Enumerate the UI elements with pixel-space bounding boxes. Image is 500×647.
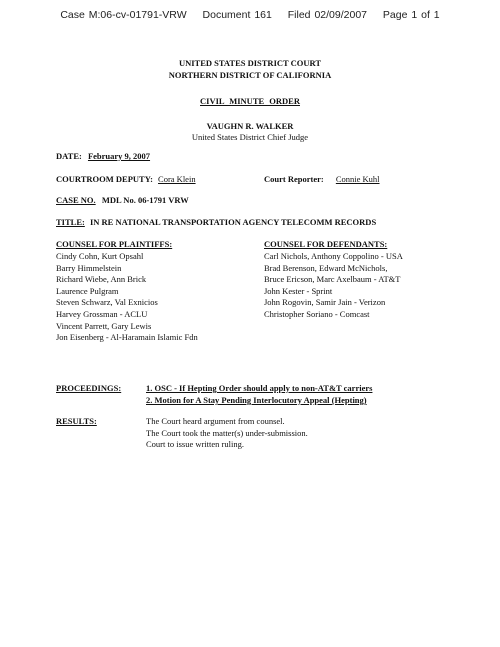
courtroom-deputy-label: COURTROOM DEPUTY: [56,174,153,184]
list-item: Cindy Cohn, Kurt Opsahl [56,251,144,261]
list-item: John Rogovin, Samir Jain - Verizon [264,297,386,308]
counsel-plaintiffs-list [56,251,198,344]
court-name-line1: UNITED STATES DISTRICT COURT [178,58,322,68]
proceedings-item-1: 1. OSC - If Hepting Order should apply to non-AT&T carriers [146,383,373,393]
list-item: Harvey Grossman - ACLU [56,308,148,319]
judge-name: VAUGHN R. WALKER [206,121,294,131]
list-item: John Kester - Sprint [264,285,333,296]
date-label: DATE: [56,151,82,161]
results-label: RESULTS: [56,416,97,426]
list-item: Bruce Ericson, Marc Axelbaum - AT&T [264,274,401,285]
case-number: Case M:06-cv-01791-VRW [60,9,187,21]
court-reporter-row [264,174,380,184]
case-no-row [56,195,189,205]
proceedings-item-2: 2. Motion for A Stay Pending Interlocutory Appeal (Hepting) [146,395,367,405]
list-item: Brad Berenson, Edward McNichols, [264,262,388,273]
case-no-label: CASE NO. [56,195,96,205]
court-reporter-label: Court Reporter: [264,174,324,184]
list-item: Court to issue written ruling. [146,439,244,450]
list-item: Barry Himmelstein [56,262,122,273]
date-value: February 9, 2007 [87,151,151,161]
counsel-plaintiffs-heading: COUNSEL FOR PLAINTIFFS: [56,239,173,249]
counsel-defendants-heading: COUNSEL FOR DEFENDANTS: [264,239,388,249]
list-item: Richard Wiebe, Ann Brick [56,274,147,285]
list-item: Vincent Parrett, Gary Lewis [56,320,152,331]
list-item: Steven Schwarz, Val Exnicios [56,297,158,308]
list-item: The Court heard argument from counsel. [146,416,285,426]
case-title-label: TITLE: [56,217,85,227]
list-item: The Court took the matter(s) under-submission. [146,427,308,438]
case-title-value: IN RE NATIONAL TRANSPORTATION AGENCY TELECOMM RECORDS [89,217,377,227]
date-row [56,151,150,161]
list-item: Laurence Pulgram [56,285,119,296]
courtroom-deputy-row [56,174,196,184]
courtroom-deputy-value: Cora Klein [158,174,196,184]
proceedings-label: PROCEEDINGS: [56,383,122,393]
filing-header [0,9,500,21]
results-list [146,416,308,451]
judge-title: United States District Chief Judge [191,132,309,142]
case-no-value: MDL No. 06-1791 VRW [101,195,189,205]
list-item: Carl Nichols, Anthony Coppolino - USA [264,251,403,261]
document-number: Document 161 [202,9,272,21]
list-item: Jon Eisenberg - Al-Haramain Islamic Fdn [56,332,198,343]
case-title-row [56,217,376,227]
list-item: Christopher Soriano - Comcast [264,308,370,319]
order-title: CIVIL MINUTE ORDER [200,96,300,106]
page-indicator: Page 1 of 1 [382,9,440,21]
filed-date: Filed 02/09/2007 [287,9,367,21]
court-name-line2: NORTHERN DISTRICT OF CALIFORNIA [168,70,332,80]
counsel-defendants-list [264,251,403,321]
court-reporter-value: Connie Kuhl [335,174,380,184]
